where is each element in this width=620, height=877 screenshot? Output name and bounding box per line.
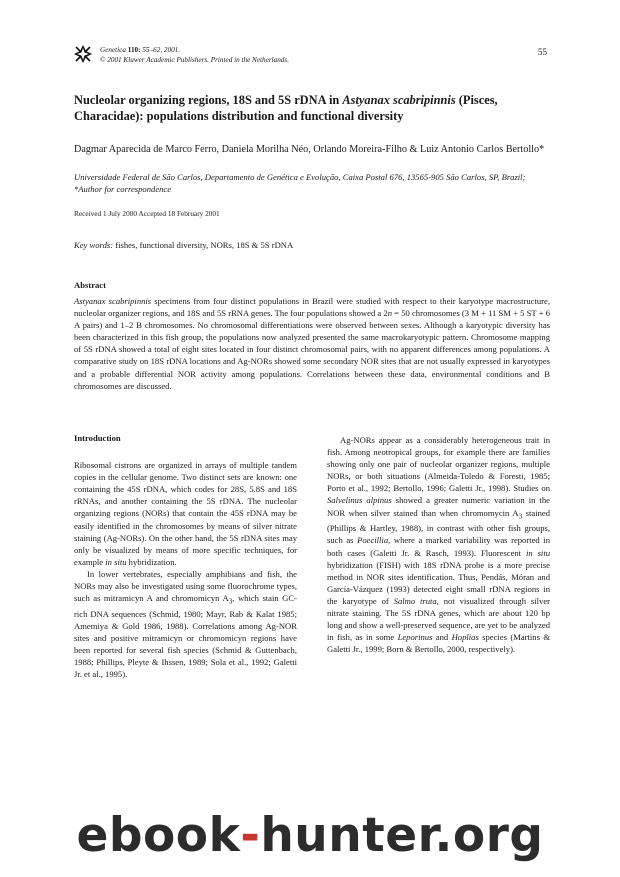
- abstract-part-b: = 50 chromosomes (3 M + 11 SM + 5 ST + 6 A pairs) and 1–2 B chromosomes. No chromosomal differentiations were observed between sexes. Although a karyotypic diversity has been characterized in this fish group, the populations now analyzed presented the same macrokaryotypic pattern. Chromosome mapping of 5S rDNA showed a total of eight sites located in four distinct chromosomal pairs, with no apparent differences among populations. A comparative study on 18S rDNA locations and Ag-NORs showed some secondary NOR sites that are not usually expressed in karyotypes and a probable differential NOR activity among populations. Correlations between these data, environmental conditions and B chromosomes are discussed.: [74, 308, 550, 391]
- abstract-heading: Abstract: [74, 280, 106, 290]
- keywords-text: fishes, functional diversity, NORs, 18S & 5S rDNA: [113, 240, 294, 250]
- keywords-label: Key words:: [74, 240, 114, 250]
- journal-citation: [100, 45, 289, 65]
- intro-paragraph-2: [74, 568, 297, 681]
- p3-poecillia: Poecillia: [357, 535, 389, 546]
- p3-text-f: , not visualized through silver nitrate staining. The 5S rDNA genes, which are about 120 bp long and show a well-preserved sequence, are yet to be analyzed in fish, as in some: [327, 595, 550, 643]
- p3-salmo: Salmo truta: [393, 595, 437, 606]
- p3-leporinus: Leporinus: [397, 632, 433, 643]
- watermark-right: hunter.org: [260, 808, 544, 863]
- p3-text-d: , where a marked variability was reported in both cases (Galetti Jr. & Rasch, 1993). Fluorescent: [327, 535, 550, 558]
- p2-subscript: 3: [228, 597, 233, 606]
- author-list: Dagmar Aparecida de Marco Ferro, Daniela Morilha Néo, Orlando Moreira-Filho & Luiz Antonio Carlos Bertollo*: [74, 144, 545, 155]
- left-column: [74, 432, 297, 681]
- p3-hoplias: Hoplias: [451, 632, 479, 643]
- p1-text: Ribosomal cistrons are organized in arrays of multiple tandem copies in the cellular genome. Two distinct sets are known: one containing the 45S rDNA, which codes for 28S, 5.8S and 18S rRNAs, and another containing the 5S rDNA. The nucleolar organizing regions (NORs) that contain the 45S rDNA may be easily identified in the chromosomes by means of silver nitrate staining (Ag-NORs). On the other hand, the 5S rDNA sites may only be visualized by means of more specific techniques, for example: [74, 460, 297, 567]
- abstract-part-a: specimens from four distinct populations in Brazil were studied with respect to their karyotype macrostructure, nucleolar organizer regions, and 18S and 5S rRNA genes. The four populations showed a 2: [74, 296, 550, 319]
- p3-subscript: 3: [518, 512, 523, 521]
- publisher-logo-icon: [73, 44, 93, 64]
- p3-salvelinus: Salvelinus alpinus: [327, 495, 392, 506]
- p3-text-h: species (Martins & Galetti Jr., 1999; Born & Bertollo, 2000, respectively).: [327, 632, 550, 655]
- introduction-heading: Introduction: [74, 433, 121, 443]
- p2-text-a: In lower vertebrates, especially amphibians and fish, the NORs may also be investigated using some fluorochrome types, such as mitramicyn A and chromomicyn A: [74, 568, 297, 604]
- affiliation: Universidade Federal de São Carlos, Departamento de Genética e Evolução, Caixa Postal 676, 13565-905 São Carlos, SP, Brazil; *Author for correspondence: [74, 172, 526, 194]
- right-column: [327, 434, 550, 655]
- p1-insitu: in situ: [105, 556, 127, 567]
- p3-text-g: and: [432, 632, 452, 643]
- intro-paragraph-1: [74, 459, 297, 568]
- p3-text-b: showed a greater numeric variation in the NOR when silver stained than when chromomycin A: [327, 495, 550, 518]
- title-species: Astyanax scabripinnis: [342, 93, 456, 107]
- copyright-line: © 2001 Kluwer Academic Publishers. Printed in the Netherlands.: [100, 56, 289, 64]
- journal-volume: 110:: [127, 46, 141, 54]
- article-title: [74, 92, 550, 124]
- watermark-link[interactable]: [0, 808, 620, 863]
- p3-text-e: hybridization (FISH) with 18S rDNA probe is a more precise method in NOR sites identification. Thus, Pendás, Móran and García-Vázquez (1993) detected eight small rDNA regions in the karyotype of: [327, 559, 550, 606]
- abstract-species: Astyanax scabripinnis: [74, 296, 152, 306]
- keywords: [74, 240, 293, 250]
- p3-insitu: in situ: [525, 547, 550, 558]
- intro-paragraph-3: [327, 434, 550, 655]
- received-dates: Received 1 July 2000 Accepted 18 February 2001: [74, 209, 220, 218]
- journal-name: Genetica: [100, 46, 126, 54]
- p3-text-a: Ag-NORs appear as a considerably heterogeneous trait in fish. Among neotropical groups, for example there are families showing only one pair of nucleolar organizer regions, multiple NORs, or both situations (Almeida-Toledo & Foresti, 1985; Porto et al., 1992; Bertollo, 1996; Galetti Jr., 1998). Studies on: [327, 435, 550, 494]
- watermark-dash: -: [240, 808, 261, 863]
- p1-end: hybridization.: [126, 556, 177, 567]
- abstract-text: [74, 295, 550, 392]
- p3-text-c: stained (Phillips & Hartley, 1988), in contrast with other fish groups, such as: [327, 507, 550, 546]
- page-number: 55: [538, 47, 547, 57]
- journal-pages: 55–62, 2001.: [142, 46, 181, 54]
- watermark-left: ebook: [76, 808, 241, 863]
- p2-text-b: , which stain GC-rich DNA sequences (Schmid, 1980; Mayr, Rab & Kalat 1985; Amemiya & Gold 1986, 1988). Correlations among Ag-NOR sites and positive mitramicyn or chromomicyn regions have been reported for several fish species (Schmid & Guttenbach, 1988; Phillips, Pleyte & Ihssen, 1989; Sola et al., 1992; Galetti Jr. et al., 1995).: [74, 593, 297, 680]
- abstract-n: n: [387, 308, 392, 319]
- title-part1: Nucleolar organizing regions, 18S and 5S rDNA in: [74, 93, 343, 107]
- title-part2: (Pisces, Characidae): populations distribution and functional diversity: [74, 93, 498, 123]
